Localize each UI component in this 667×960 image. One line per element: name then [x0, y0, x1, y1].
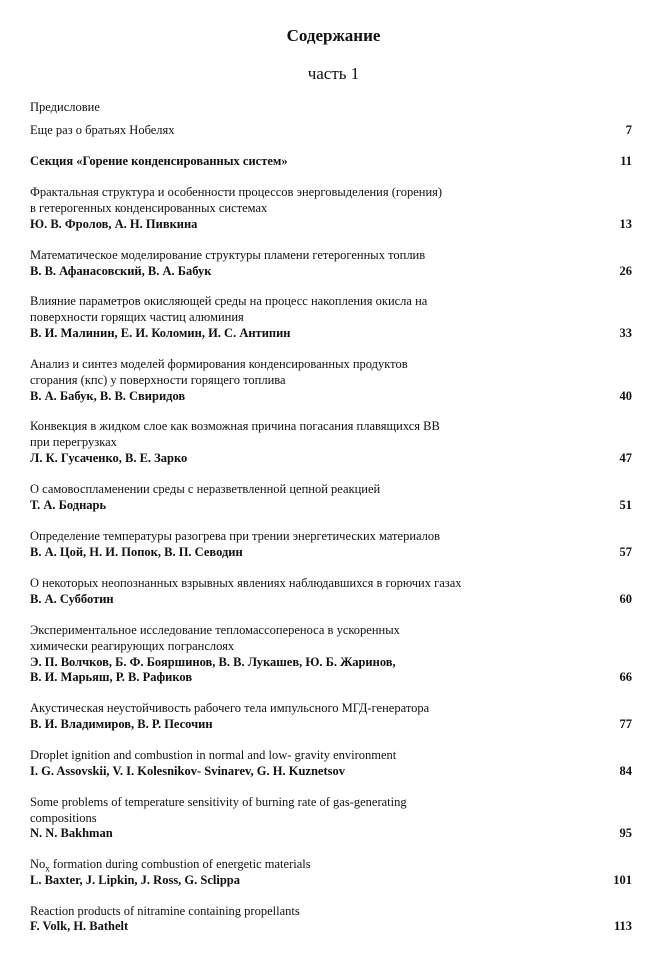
- toc-entry-authors: В. В. Афанасовский, В. А. Бабук: [30, 264, 212, 278]
- page-title: Содержание: [286, 26, 381, 45]
- toc-entry-authors: В. И. Малинин, Е. И. Коломин, И. С. Антипин: [30, 326, 291, 340]
- toc-entry-authors: L. Baxter, J. Lipkin, J. Ross, G. Sclippa: [30, 873, 241, 887]
- toc-entry-authors: В. А. Бабук, В. В. Свиридов: [30, 389, 186, 403]
- toc-entry-page: 95: [619, 826, 632, 840]
- toc-entry-title-rest: formation during combustion of energetic materials: [49, 857, 311, 871]
- part-heading: часть 1: [307, 64, 360, 83]
- toc-entry-authors: Э. П. Волчков, Б. Ф. Бояршинов, В. В. Лукашев, Ю. Б. Жаринов,: [30, 655, 396, 669]
- toc-entry-authors: Л. К. Гусаченко, В. Е. Зарко: [30, 451, 188, 465]
- toc-entry-authors: I. G. Assovskii, V. I. Kolesnikov- Svinarev, G. H. Kuznetsov: [30, 764, 345, 778]
- toc-entry-title: Еще раз о братьях Нобелях: [30, 123, 175, 137]
- toc-entry-title: Акустическая неустойчивость рабочего тела импульсного МГД-генератора: [30, 701, 430, 715]
- toc-entry-title: Влияние параметров окисляющей среды на процесс накопления окисла на: [30, 294, 428, 308]
- toc-entry-page: 60: [619, 592, 632, 606]
- nox-symbol: No: [30, 857, 46, 871]
- toc-entry-title: Конвекция в жидком слое как возможная причина погасания плавящихся ВВ: [30, 419, 440, 433]
- toc-entry-title: О некоторых неопознанных взрывных явлениях наблюдавшихся в горючих газах: [30, 576, 462, 590]
- toc-entry-authors: Т. А. Боднарь: [30, 498, 107, 512]
- toc-entry-title: О самовоспламенении среды с неразветвленной цепной реакцией: [30, 482, 381, 496]
- toc-entry-title: Фрактальная структура и особенности процессов энерговыделения (горения): [30, 185, 443, 199]
- toc-entry-page: 84: [619, 764, 632, 778]
- toc-entry-page: 33: [619, 326, 632, 340]
- toc-entry-authors: В. А. Субботин: [30, 592, 114, 606]
- toc-entry-title: сгорания (кпс) у поверхности горящего топлива: [30, 373, 286, 387]
- toc-entry-title: поверхности горящих частиц алюминия: [30, 310, 244, 324]
- toc-entry-authors: Ю. В. Фролов, А. Н. Пивкина: [30, 217, 198, 231]
- nox-subscript: x: [45, 863, 50, 874]
- toc-entry-page: 57: [619, 545, 632, 559]
- toc-entry-title: Reaction products of nitramine containing propellants: [30, 904, 300, 918]
- toc-entry-page: 51: [619, 498, 632, 512]
- toc-entry-title: химически реагирующих погранслоях: [30, 639, 235, 653]
- toc-entry-authors: В. А. Цой, Н. И. Попок, В. П. Севодин: [30, 545, 243, 559]
- toc-entry-title: Определение температуры разогрева при трении энергетических материалов: [30, 529, 441, 543]
- toc-entry-page: 47: [619, 451, 632, 465]
- toc-entry-authors: В. И. Владимиров, В. Р. Песочин: [30, 717, 213, 731]
- toc-entry-authors: F. Volk, H. Bathelt: [30, 919, 129, 933]
- toc-entry-title: в гетерогенных конденсированных системах: [30, 201, 268, 215]
- toc-entry-page: 13: [619, 217, 632, 231]
- toc-entry-authors: N. N. Bakhman: [30, 826, 113, 840]
- preface-heading: Предисловие: [30, 100, 100, 114]
- toc-entry-title: при перегрузках: [30, 435, 117, 449]
- toc-entry-title: Анализ и синтез моделей формирования конденсированных продуктов: [30, 357, 408, 371]
- toc-entry-page: 66: [619, 670, 632, 684]
- toc-entry-title: compositions: [30, 811, 97, 825]
- toc-entry-page: 113: [613, 919, 632, 933]
- toc-entry-title: Droplet ignition and combustion in normal and low- gravity environment: [30, 748, 397, 762]
- toc-entry-title: Экспериментальное исследование тепломассопереноса в ускоренных: [30, 623, 400, 637]
- toc-entry-page: 77: [619, 717, 632, 731]
- toc-entry-title: Математическое моделирование структуры пламени гетерогенных топлив: [30, 248, 426, 262]
- toc-entry-page: 26: [619, 264, 632, 278]
- toc-entry-page: 11: [620, 154, 632, 168]
- toc-entry-page: 101: [613, 873, 632, 887]
- toc-entry-authors: В. И. Марьяш, Р. В. Рафиков: [30, 670, 193, 684]
- section-heading: Секция «Горение конденсированных систем»: [30, 154, 288, 168]
- toc-entry-page: 7: [625, 123, 632, 137]
- toc-entry-title: Some problems of temperature sensitivity of burning rate of gas-generating: [30, 795, 407, 809]
- toc-entry-page: 40: [619, 389, 632, 403]
